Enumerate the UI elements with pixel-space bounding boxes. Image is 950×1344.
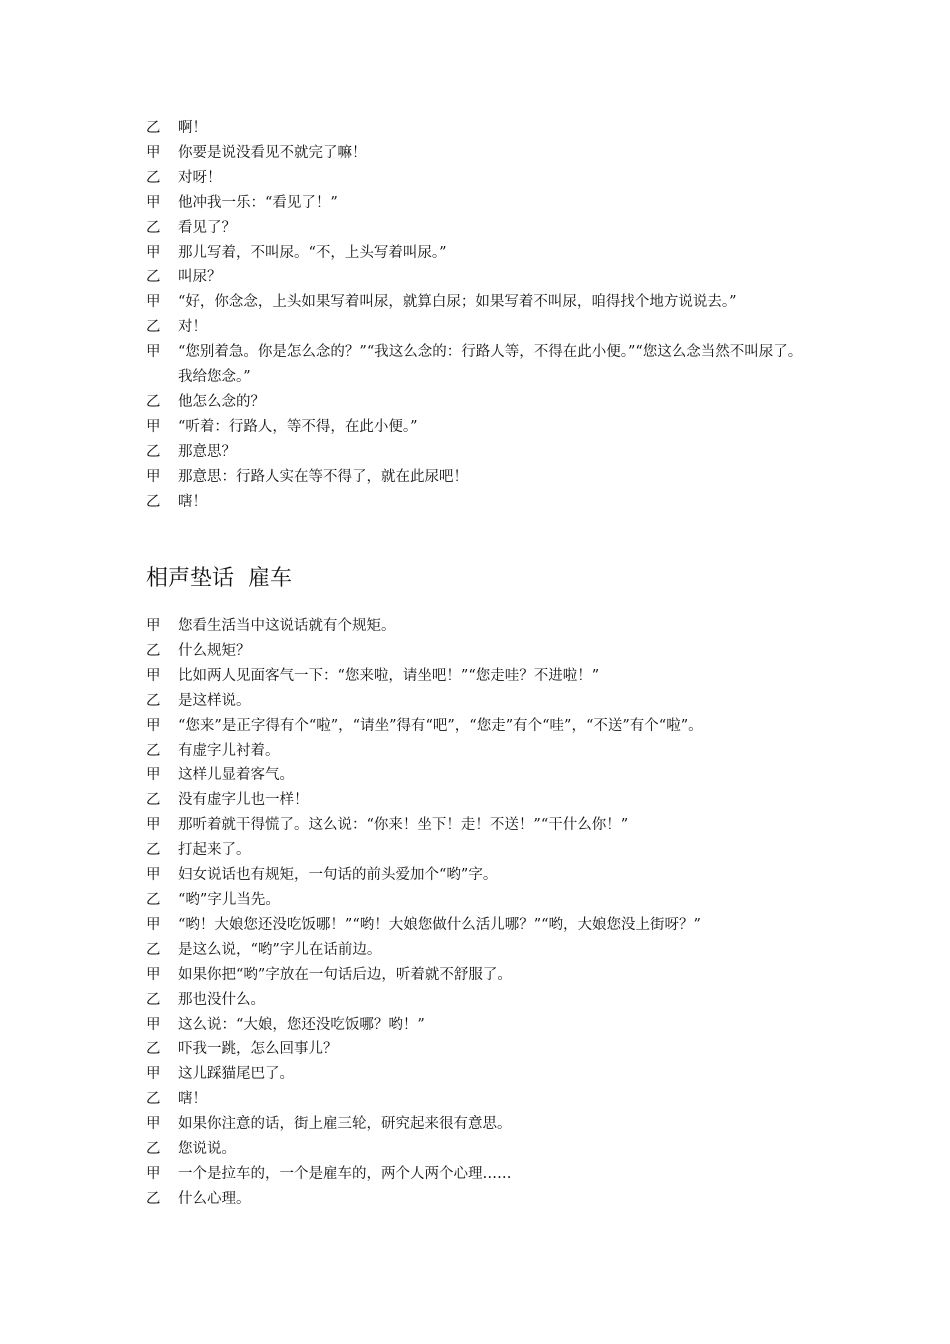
speaker-label: 乙 <box>146 891 161 908</box>
dialogue-text: 嗐！ <box>178 1091 207 1108</box>
dialogue-line <box>146 415 816 440</box>
dialogue-text: 一个是拉车的，一个是雇车的，两个人两个心理…… <box>178 1165 512 1182</box>
speaker-label: 甲 <box>146 817 161 834</box>
dialogue-line <box>146 614 816 639</box>
speaker-label: 甲 <box>146 194 161 211</box>
dialogue-line <box>146 490 816 515</box>
dialogue-text: 吓我一跳，怎么回事儿？ <box>178 1041 338 1058</box>
dialogue-line <box>146 739 816 764</box>
dialogue-line <box>146 290 816 315</box>
speaker-label: 乙 <box>146 169 161 186</box>
dialogue-text: 什么心理。 <box>178 1190 251 1207</box>
dialogue-line <box>146 1013 816 1038</box>
speaker-label: 乙 <box>146 443 161 460</box>
dialogue-text: “听着：行路人，等不得，在此小便。” <box>178 418 418 435</box>
dialogue-text: “哟！大娘您还没吃饭哪！”“哟！大娘您做什么活儿哪？”“哟，大娘您没上街呀？” <box>178 916 701 933</box>
dialogue-line <box>146 714 816 739</box>
dialogue-line <box>146 1112 816 1137</box>
dialogue-line <box>146 141 816 166</box>
dialogue-line <box>146 1037 816 1062</box>
dialogue-text: 如果你把“哟”字放在一句话后边，听着就不舒服了。 <box>178 966 512 983</box>
dialogue-line <box>146 241 816 266</box>
speaker-label: 甲 <box>146 418 161 435</box>
dialogue-line <box>146 191 816 216</box>
dialogue-text: 那听着就干得慌了。这么说：“你来！坐下！走！不送！”“干什么你！” <box>178 817 629 834</box>
speaker-label: 乙 <box>146 1190 161 1207</box>
dialogue-text: “好，你念念，上头如果写着叫尿，就算白尿；如果写着不叫尿，咱得找个地方说说去。” <box>178 294 737 311</box>
dialogue-text: 打起来了。 <box>178 842 251 859</box>
dialogue-text: 是这么说，“哟”字儿在话前边。 <box>178 941 382 958</box>
speaker-label: 甲 <box>146 867 161 884</box>
dialogue-line <box>146 390 816 415</box>
dialogue-text: 妇女说话也有规矩，一句话的前头爱加个“哟”字。 <box>178 867 498 884</box>
speaker-label: 乙 <box>146 269 161 286</box>
dialogue-text: 您看生活当中这说话就有个规矩。 <box>178 618 396 634</box>
dialogue-line <box>146 963 816 988</box>
speaker-label: 乙 <box>146 842 161 859</box>
dialogue-line <box>146 340 816 390</box>
dialogue-line <box>146 938 816 963</box>
dialogue-text: 你要是说没看见不就完了嘛！ <box>178 144 367 161</box>
dialogue-line <box>146 1087 816 1112</box>
dialogue-text: 您说说。 <box>178 1141 236 1158</box>
dialogue-line <box>146 888 816 913</box>
dialogue-text: “您来”是正字得有个“啦”，“请坐”得有“吧”，“您走”有个“哇”，“不送”有个“啦”。 <box>178 717 703 734</box>
dialogue-part-2 <box>146 614 816 1212</box>
speaker-label: 乙 <box>146 941 161 958</box>
dialogue-line <box>146 116 816 141</box>
dialogue-line <box>146 1187 816 1212</box>
dialogue-text: 没有虚字儿也一样！ <box>178 792 309 809</box>
speaker-label: 乙 <box>146 393 161 410</box>
speaker-label: 乙 <box>146 642 161 659</box>
section-title: 相声垫话 雇车 <box>146 566 292 591</box>
speaker-label: 乙 <box>146 742 161 759</box>
speaker-label: 甲 <box>146 1165 161 1182</box>
speaker-label: 乙 <box>146 1091 161 1108</box>
speaker-label: 甲 <box>146 1066 161 1083</box>
dialogue-text: 是这样说。 <box>178 692 251 709</box>
dialogue-line <box>146 166 816 191</box>
dialogue-text: 他怎么念的？ <box>178 393 265 410</box>
speaker-label: 乙 <box>146 1141 161 1158</box>
speaker-label: 甲 <box>146 618 161 634</box>
speaker-label: 甲 <box>146 244 161 261</box>
dialogue-text: “哟”字儿当先。 <box>178 891 280 908</box>
dialogue-text: 对呀！ <box>178 169 222 186</box>
speaker-label: 乙 <box>146 120 161 136</box>
dialogue-text: 有虚字儿衬着。 <box>178 742 280 759</box>
dialogue-line <box>146 838 816 863</box>
dialogue-line <box>146 689 816 714</box>
dialogue-text: 看见了？ <box>178 219 236 236</box>
speaker-label: 甲 <box>146 1116 161 1133</box>
dialogue-text: “您别着急。你是怎么念的？”“我这么念的：行路人等，不得在此小便。”“您这么念当然不叫尿了。我给您念。” <box>178 344 803 386</box>
speaker-label: 乙 <box>146 792 161 809</box>
speaker-label: 甲 <box>146 667 161 684</box>
dialogue-text: 这样儿显着客气。 <box>178 767 294 784</box>
dialogue-part-1 <box>146 116 816 515</box>
speaker-label: 乙 <box>146 1041 161 1058</box>
dialogue-line <box>146 913 816 938</box>
speaker-label: 甲 <box>146 344 161 361</box>
dialogue-text: 什么规矩？ <box>178 642 251 659</box>
dialogue-line <box>146 315 816 340</box>
dialogue-text: 这么说：“大娘，您还没吃饭哪？哟！” <box>178 1016 425 1033</box>
dialogue-text: 那意思：行路人实在等不得了，就在此尿吧！ <box>178 468 468 485</box>
speaker-label: 乙 <box>146 692 161 709</box>
dialogue-line <box>146 813 816 838</box>
dialogue-line <box>146 1062 816 1087</box>
dialogue-text: 嗐！ <box>178 493 207 510</box>
dialogue-line <box>146 265 816 290</box>
speaker-label: 甲 <box>146 144 161 161</box>
dialogue-line <box>146 664 816 689</box>
dialogue-text: 对！ <box>178 319 207 336</box>
speaker-label: 甲 <box>146 1016 161 1033</box>
dialogue-line <box>146 1137 816 1162</box>
speaker-label: 甲 <box>146 966 161 983</box>
dialogue-line <box>146 763 816 788</box>
dialogue-text: 他冲我一乐：“看见了！” <box>178 194 338 211</box>
dialogue-text: 比如两人见面客气一下：“您来啦，请坐吧！”“您走哇？不进啦！” <box>178 667 600 684</box>
dialogue-line <box>146 639 816 664</box>
speaker-label: 甲 <box>146 294 161 311</box>
speaker-label: 乙 <box>146 219 161 236</box>
dialogue-line <box>146 788 816 813</box>
speaker-label: 甲 <box>146 717 161 734</box>
dialogue-text: 啊！ <box>178 120 207 136</box>
dialogue-text: 这儿踩猫尾巴了。 <box>178 1066 294 1083</box>
speaker-label: 乙 <box>146 991 161 1008</box>
dialogue-text: 那儿写着，不叫尿。“不，上头写着叫尿。” <box>178 244 447 261</box>
dialogue-text: 那意思？ <box>178 443 236 460</box>
dialogue-line <box>146 1162 816 1187</box>
speaker-label: 甲 <box>146 916 161 933</box>
dialogue-text: 那也没什么。 <box>178 991 265 1008</box>
speaker-label: 乙 <box>146 493 161 510</box>
speaker-label: 甲 <box>146 468 161 485</box>
dialogue-text: 叫尿？ <box>178 269 222 286</box>
dialogue-line <box>146 863 816 888</box>
speaker-label: 甲 <box>146 767 161 784</box>
dialogue-line <box>146 988 816 1013</box>
speaker-label: 乙 <box>146 319 161 336</box>
dialogue-line <box>146 440 816 465</box>
dialogue-line <box>146 216 816 241</box>
dialogue-line <box>146 465 816 490</box>
dialogue-text: 如果你注意的话，街上雇三轮，研究起来很有意思。 <box>178 1116 512 1133</box>
